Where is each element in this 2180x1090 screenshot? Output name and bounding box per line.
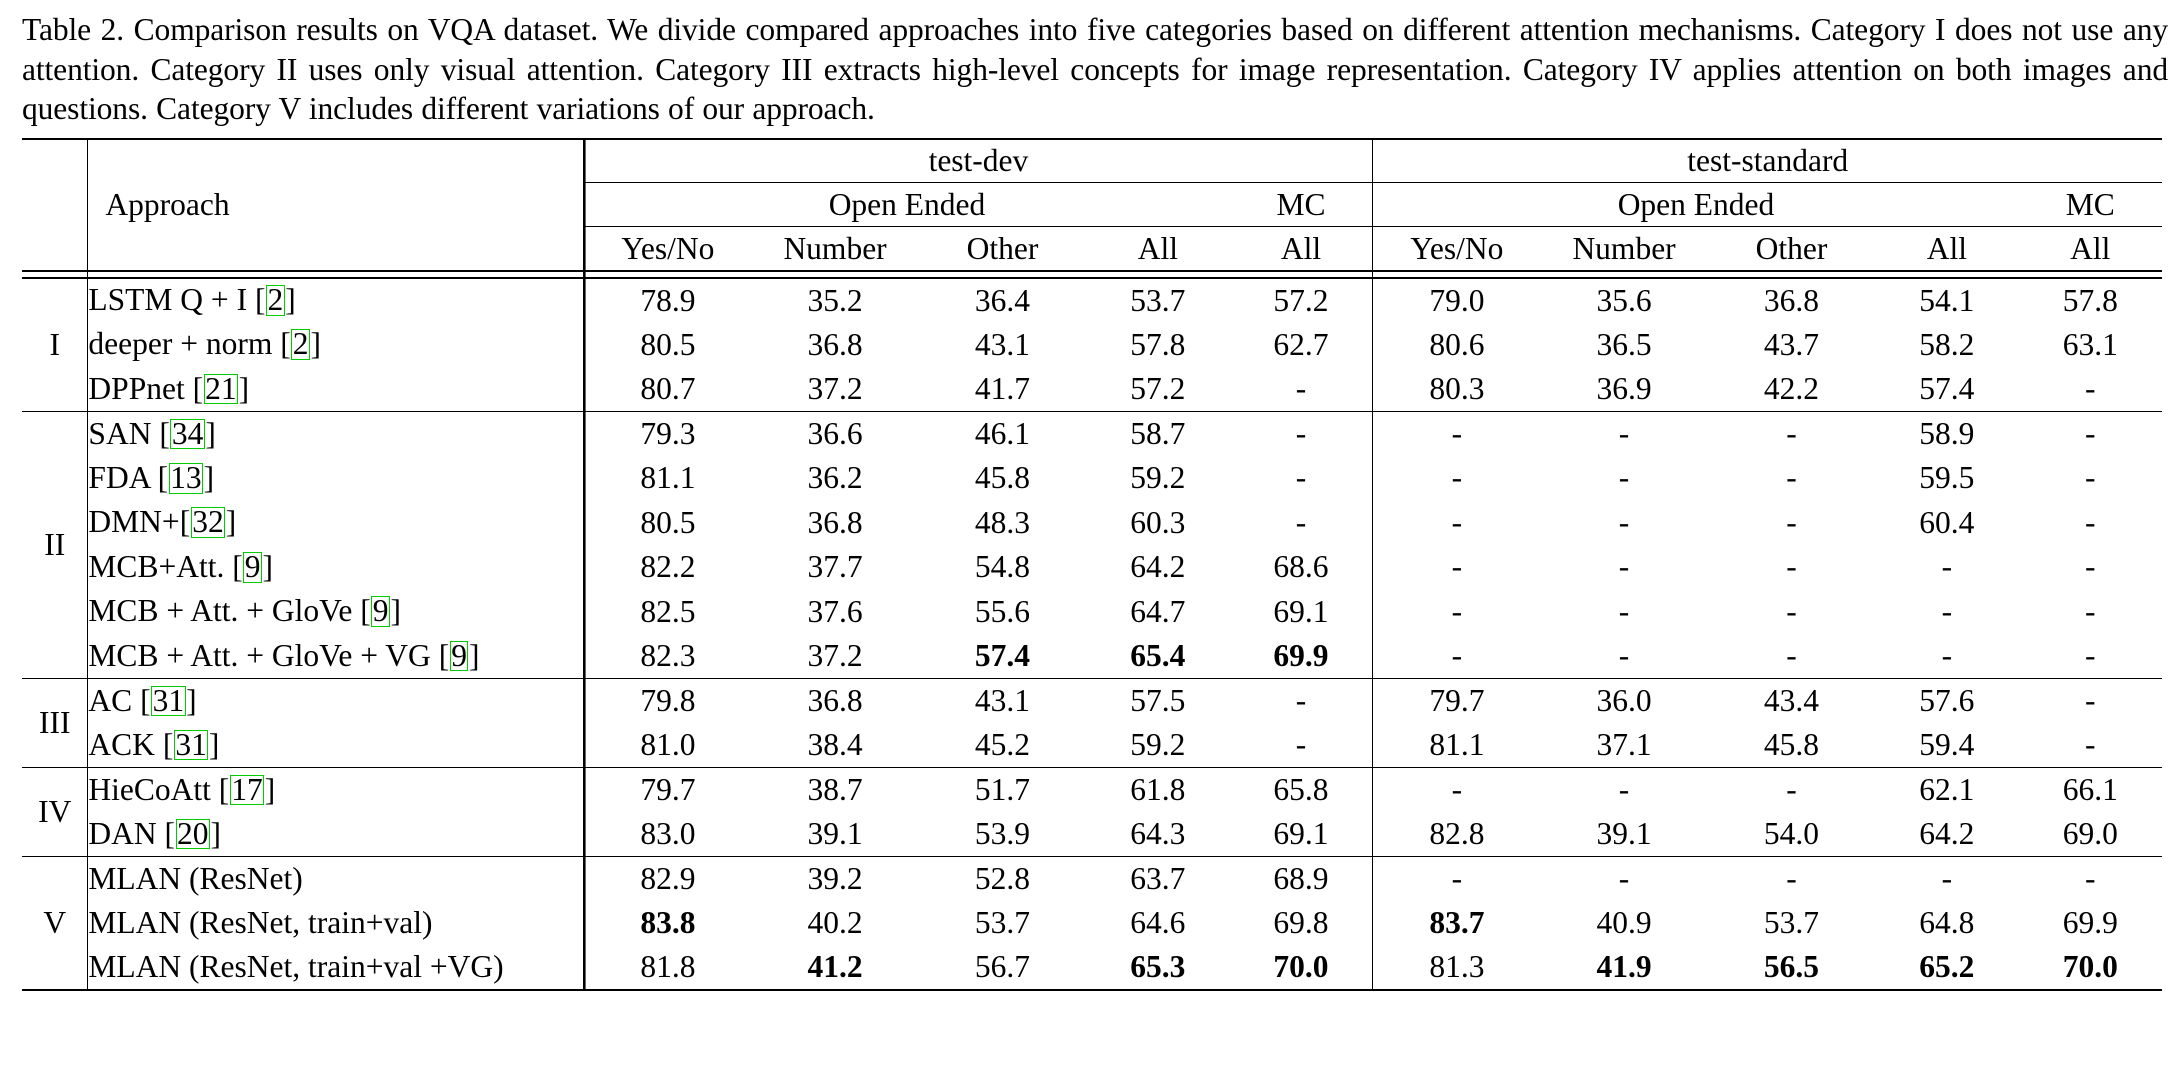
metric-value: - <box>1941 637 1953 673</box>
metric-value: 61.8 <box>1086 767 1229 812</box>
metric-value: - <box>2085 549 2096 584</box>
metric-value: 68.6 <box>1273 549 1329 584</box>
category-label-III: III <box>22 678 88 767</box>
metric-value: 69.9 <box>2062 905 2118 940</box>
citation-bracket-open: [ <box>140 682 151 718</box>
metric-value: - <box>1941 593 1953 629</box>
metric-value: 58.2 <box>1919 326 1975 362</box>
metric-value: 81.0 <box>584 723 751 768</box>
approach-name: MLAN (ResNet, train+val +VG) <box>88 945 584 990</box>
metric-value: 82.2 <box>584 545 751 590</box>
table-header <box>22 139 2162 271</box>
metric-value: 53.7 <box>974 905 1031 940</box>
metric-value: - <box>1618 460 1630 495</box>
metric-value: 81.1 <box>584 456 751 501</box>
metric-value: 38.4 <box>807 726 863 762</box>
metric-value: 36.5 <box>1596 326 1652 362</box>
comparison-results-table <box>22 138 2162 991</box>
header-approach-label: Approach <box>105 186 230 222</box>
metric-value: - <box>1708 856 1875 901</box>
header-row-groups <box>22 139 2162 183</box>
metric-value: 48.3 <box>974 504 1031 540</box>
metric-value: 62.7 <box>1273 326 1329 362</box>
metric-value: 65.8 <box>1230 767 1373 812</box>
metric-value: - <box>1941 549 1953 584</box>
metric-value: 37.1 <box>1596 726 1652 762</box>
metric-value: - <box>1540 767 1707 812</box>
metric-value: 35.6 <box>1596 282 1652 318</box>
citation-link[interactable]: 20 <box>177 815 209 851</box>
metric-value: - <box>1373 456 1540 501</box>
metric-value: 81.1 <box>1373 723 1540 768</box>
metric-value: 37.6 <box>807 593 863 629</box>
metric-value: 64.2 <box>1130 549 1186 584</box>
metric-value: 79.8 <box>584 678 751 723</box>
metric-value: 36.0 <box>1540 678 1707 723</box>
approach-name: MLAN (ResNet) <box>88 856 584 901</box>
metric-value: - <box>1708 411 1875 456</box>
header-col-5: Yes/No <box>1373 227 1540 271</box>
header-col-3: All <box>1086 227 1229 271</box>
metric-value: 65.2 <box>1919 949 1975 984</box>
metric-value: 52.8 <box>919 856 1086 901</box>
citation-link[interactable]: 34 <box>171 415 204 451</box>
table-row <box>22 812 2162 857</box>
citation-bracket-close: ] <box>208 726 220 762</box>
metric-value: 39.2 <box>751 856 918 901</box>
metric-value: 36.8 <box>751 678 918 723</box>
table-row <box>22 945 2162 990</box>
metric-value: 40.9 <box>1596 905 1652 940</box>
citation-bracket-open: [ <box>438 637 450 673</box>
metric-value: 80.6 <box>1373 322 1540 367</box>
table-row <box>22 367 2162 412</box>
header-empty-category-3 <box>22 227 88 271</box>
metric-value: 68.9 <box>1230 856 1373 901</box>
approach-name: DPPnet [21] <box>88 367 584 412</box>
header-col-0: Yes/No <box>584 227 751 271</box>
metric-value: 60.3 <box>1130 504 1186 540</box>
metric-value: 56.7 <box>974 949 1031 984</box>
citation-link[interactable]: 9 <box>244 548 261 584</box>
metric-value: - <box>1786 593 1797 629</box>
metric-value: 83.7 <box>1373 901 1540 946</box>
citation-link[interactable]: 32 <box>192 504 224 540</box>
metric-value: 41.2 <box>807 949 863 984</box>
header-subgroup-mc-dev: MC <box>1230 183 1373 227</box>
metric-value: - <box>1875 856 2018 901</box>
metric-value: - <box>1786 637 1797 673</box>
table-row <box>22 634 2162 679</box>
approach-name: HieCoAtt [17] <box>88 767 584 812</box>
metric-value: 66.1 <box>2019 767 2162 812</box>
metric-value: 36.2 <box>807 460 863 495</box>
metric-value: 45.8 <box>974 460 1031 495</box>
metric-value: 80.3 <box>1373 367 1540 412</box>
metric-value: 79.7 <box>584 767 751 812</box>
metric-value: - <box>1708 767 1875 812</box>
metric-value: 41.7 <box>974 370 1031 406</box>
header-col-7: Other <box>1708 227 1875 271</box>
metric-value: 57.2 <box>1273 282 1329 318</box>
metric-value: 83.0 <box>584 812 751 857</box>
table-row <box>22 901 2162 946</box>
header-subgroup-open-ended-dev: Open Ended <box>584 183 1230 227</box>
metric-value: 59.5 <box>1919 460 1975 495</box>
metric-value: 60.4 <box>1919 504 1975 540</box>
citation-link[interactable]: 17 <box>231 771 263 807</box>
metric-value: 59.2 <box>1130 726 1186 762</box>
metric-value: - <box>1295 370 1307 406</box>
metric-value: - <box>1295 726 1307 762</box>
table-row <box>22 589 2162 634</box>
metric-value: 57.8 <box>2062 282 2118 318</box>
metric-value: 64.8 <box>1919 905 1975 940</box>
metric-value: 57.5 <box>1086 678 1229 723</box>
metric-value: - <box>2019 411 2162 456</box>
metric-value: - <box>1373 500 1540 545</box>
metric-value: 82.3 <box>584 634 751 679</box>
metric-value: 58.7 <box>1086 411 1229 456</box>
table-row <box>22 456 2162 501</box>
citation-bracket-close: ] <box>264 771 276 807</box>
metric-value: 70.0 <box>2062 949 2118 984</box>
citation-bracket-close: ] <box>225 504 237 540</box>
metric-value: 79.7 <box>1373 678 1540 723</box>
metric-value: - <box>2085 370 2096 406</box>
metric-value: 80.5 <box>584 500 751 545</box>
metric-value: - <box>1373 634 1540 679</box>
table-row <box>22 767 2162 812</box>
metric-value: 41.9 <box>1596 949 1652 984</box>
metric-value: - <box>2019 856 2162 901</box>
table-row <box>22 411 2162 456</box>
metric-value: - <box>1618 637 1630 673</box>
metric-value: 82.8 <box>1373 812 1540 857</box>
metric-value: 54.8 <box>974 549 1031 584</box>
citation-bracket-close: ] <box>468 637 480 673</box>
approach-name: MCB + Att. + GloVe + VG [9] <box>88 634 584 679</box>
metric-value: 82.5 <box>584 589 751 634</box>
metric-value: 69.0 <box>2062 815 2118 851</box>
metric-value: - <box>2085 504 2096 540</box>
approach-name: MCB + Att. + GloVe [9] <box>88 589 584 634</box>
metric-value: 55.6 <box>974 593 1031 629</box>
header-col-8: All <box>1875 227 2018 271</box>
citation-link[interactable]: 9 <box>372 593 389 629</box>
citation-bracket-open: [ <box>280 326 291 362</box>
citation-bracket-close: ] <box>310 326 321 362</box>
metric-value: - <box>1786 504 1797 540</box>
metric-value: 58.9 <box>1875 411 2018 456</box>
metric-value: - <box>1618 593 1630 629</box>
metric-value: 36.8 <box>807 504 863 540</box>
table-row <box>22 278 2162 323</box>
metric-value: - <box>1618 549 1630 584</box>
citation-bracket-open: [ <box>157 459 169 495</box>
metric-value: 63.7 <box>1086 856 1229 901</box>
citation-link[interactable]: 31 <box>175 726 207 762</box>
metric-value: 69.8 <box>1273 905 1329 940</box>
header-body-separator <box>22 271 2162 278</box>
header-col-1: Number <box>751 227 918 271</box>
citation-bracket-close: ] <box>238 370 250 406</box>
citation-link[interactable]: 31 <box>152 682 185 718</box>
citation-bracket-close: ] <box>203 459 215 495</box>
metric-value: 39.1 <box>807 815 863 851</box>
metric-value: 53.9 <box>974 815 1031 851</box>
metric-value: 39.1 <box>1596 815 1652 851</box>
metric-value: 81.3 <box>1373 945 1540 990</box>
metric-value: 82.9 <box>584 856 751 901</box>
table-row <box>22 678 2162 723</box>
approach-name: LSTM Q + I [2] <box>88 278 584 323</box>
metric-value: 81.8 <box>584 945 751 990</box>
metric-value: 36.4 <box>974 282 1031 318</box>
metric-value: 57.8 <box>1130 326 1186 362</box>
metric-value: 56.5 <box>1763 949 1820 984</box>
citation-bracket-open: [ <box>159 415 170 451</box>
metric-value: - <box>1373 411 1540 456</box>
metric-value: 45.2 <box>974 726 1031 762</box>
metric-value: - <box>1373 856 1540 901</box>
citation-bracket-close: ] <box>262 548 273 584</box>
citation-bracket-open: [ <box>192 370 204 406</box>
metric-value: - <box>1786 549 1797 584</box>
category-label-II: II <box>22 411 88 678</box>
approach-name: AC [31] <box>88 678 584 723</box>
metric-value: 80.7 <box>584 367 751 412</box>
metric-value: 79.3 <box>584 411 751 456</box>
metric-value: - <box>1295 504 1307 540</box>
metric-value: 79.0 <box>1373 278 1540 323</box>
category-label-IV: IV <box>22 767 88 856</box>
metric-value: 36.6 <box>751 411 918 456</box>
metric-value: 37.2 <box>807 637 863 673</box>
table-bottom-rule <box>22 990 2162 991</box>
metric-value: 57.4 <box>1919 370 1975 406</box>
metric-value: 65.3 <box>1130 949 1186 984</box>
metric-value: 69.1 <box>1273 815 1329 851</box>
metric-value: - <box>2085 726 2096 762</box>
metric-value: 65.4 <box>1130 637 1186 673</box>
metric-value: 53.7 <box>1763 905 1820 940</box>
metric-value: 63.1 <box>2062 326 2118 362</box>
metric-value: 80.5 <box>584 322 751 367</box>
metric-value: 69.1 <box>1273 593 1329 629</box>
header-approach <box>88 139 584 271</box>
table-body <box>22 271 2162 991</box>
metric-value: - <box>1786 460 1797 495</box>
header-subgroup-open-ended-std: Open Ended <box>1373 183 2019 227</box>
table-row <box>22 723 2162 768</box>
category-label-I: I <box>22 278 88 412</box>
citation-link[interactable]: 2 <box>267 282 284 318</box>
approach-name: MCB+Att. [9] <box>88 545 584 590</box>
citation-link[interactable]: 2 <box>292 326 309 362</box>
metric-value: 43.1 <box>974 326 1031 362</box>
metric-value: 45.8 <box>1763 726 1820 762</box>
metric-value: 36.9 <box>1596 370 1652 406</box>
metric-value: 59.2 <box>1130 460 1186 495</box>
citation-bracket-close: ] <box>390 593 401 629</box>
header-subgroup-mc-std: MC <box>2019 183 2162 227</box>
citation-bracket-open: [ <box>254 282 266 318</box>
metric-value: - <box>1618 504 1630 540</box>
metric-value: 62.1 <box>1875 767 2018 812</box>
metric-value: 64.2 <box>1919 815 1975 851</box>
metric-value: 51.7 <box>919 767 1086 812</box>
metric-value: 69.9 <box>1273 637 1329 673</box>
header-group-test-standard: test-standard <box>1373 139 2162 183</box>
metric-value: - <box>1230 411 1373 456</box>
metric-value: - <box>2085 593 2096 629</box>
header-col-9: All <box>2019 227 2162 271</box>
table-row <box>22 545 2162 590</box>
table-row <box>22 856 2162 901</box>
approach-name: SAN [34] <box>88 411 584 456</box>
metric-value: 43.7 <box>1763 326 1820 362</box>
metric-value: 37.2 <box>807 370 863 406</box>
metric-value: 46.1 <box>919 411 1086 456</box>
citation-bracket-open: [ <box>218 771 230 807</box>
citation-bracket-open: [ <box>162 726 174 762</box>
citation-bracket-open: [ <box>164 815 176 851</box>
metric-value: 37.7 <box>807 549 863 584</box>
approach-name: MLAN (ResNet, train+val) <box>88 901 584 946</box>
metric-value: 57.4 <box>974 637 1031 673</box>
table-caption: Table 2. Comparison results on VQA dataset. We divide compared approaches into five categories based on different attention mechanisms. Category I does not use any attention. Category II uses only visual attention. Category III extracts high-level concepts for image representation. Category IV applies attention on both images and questions. Category V includes different variations of our approach. <box>22 12 2168 126</box>
header-empty-category-2 <box>22 183 88 227</box>
citation-link[interactable]: 13 <box>170 459 202 495</box>
category-label-V: V <box>22 856 88 990</box>
metric-value: 40.2 <box>807 905 863 940</box>
metric-value: 57.2 <box>1130 370 1186 406</box>
citation-bracket-open: [ <box>232 548 243 584</box>
metric-value: - <box>1230 678 1373 723</box>
metric-value: 35.2 <box>807 282 863 318</box>
citation-bracket-close: ] <box>205 415 216 451</box>
table-row <box>22 500 2162 545</box>
header-group-test-dev: test-dev <box>584 139 1373 183</box>
metric-value: 83.8 <box>584 901 751 946</box>
metric-value: 36.8 <box>807 326 863 362</box>
metric-value: - <box>1373 767 1540 812</box>
metric-value: 64.3 <box>1130 815 1186 851</box>
metric-value: - <box>1373 589 1540 634</box>
metric-value: 70.0 <box>1273 949 1329 984</box>
header-empty-category <box>22 139 88 183</box>
metric-value: - <box>1540 856 1707 901</box>
citation-bracket-open: [ <box>360 593 371 629</box>
metric-value: 38.7 <box>751 767 918 812</box>
approach-name: DMN+[32] <box>88 500 584 545</box>
table-row <box>22 322 2162 367</box>
metric-value: 54.0 <box>1763 815 1820 851</box>
citation-bracket-open: [ <box>179 504 191 540</box>
metric-value: 53.7 <box>1130 282 1186 318</box>
metric-value: 36.8 <box>1763 282 1820 318</box>
citation-link[interactable]: 9 <box>451 637 467 673</box>
metric-value: - <box>1295 460 1307 495</box>
approach-name: ACK [31] <box>88 723 584 768</box>
approach-name: DAN [20] <box>88 812 584 857</box>
metric-value: - <box>1373 545 1540 590</box>
header-col-4: All <box>1230 227 1373 271</box>
metric-value: 57.6 <box>1875 678 2018 723</box>
metric-value: - <box>1540 411 1707 456</box>
metric-value: 64.6 <box>1130 905 1186 940</box>
approach-name: deeper + norm [2] <box>88 322 584 367</box>
metric-value: 42.2 <box>1763 370 1820 406</box>
citation-bracket-close: ] <box>186 682 197 718</box>
header-col-6: Number <box>1540 227 1707 271</box>
metric-value: 78.9 <box>584 278 751 323</box>
metric-value: - <box>2085 460 2096 495</box>
metric-value: 43.1 <box>919 678 1086 723</box>
metric-value: 59.4 <box>1919 726 1975 762</box>
header-col-2: Other <box>919 227 1086 271</box>
metric-value: 54.1 <box>1919 282 1975 318</box>
metric-value: - <box>2019 678 2162 723</box>
metric-value: 43.4 <box>1708 678 1875 723</box>
metric-value: - <box>2085 637 2096 673</box>
approach-name: FDA [13] <box>88 456 584 501</box>
citation-link[interactable]: 21 <box>205 370 237 406</box>
metric-value: 64.7 <box>1130 593 1186 629</box>
citation-bracket-close: ] <box>210 815 222 851</box>
citation-bracket-close: ] <box>285 282 296 318</box>
